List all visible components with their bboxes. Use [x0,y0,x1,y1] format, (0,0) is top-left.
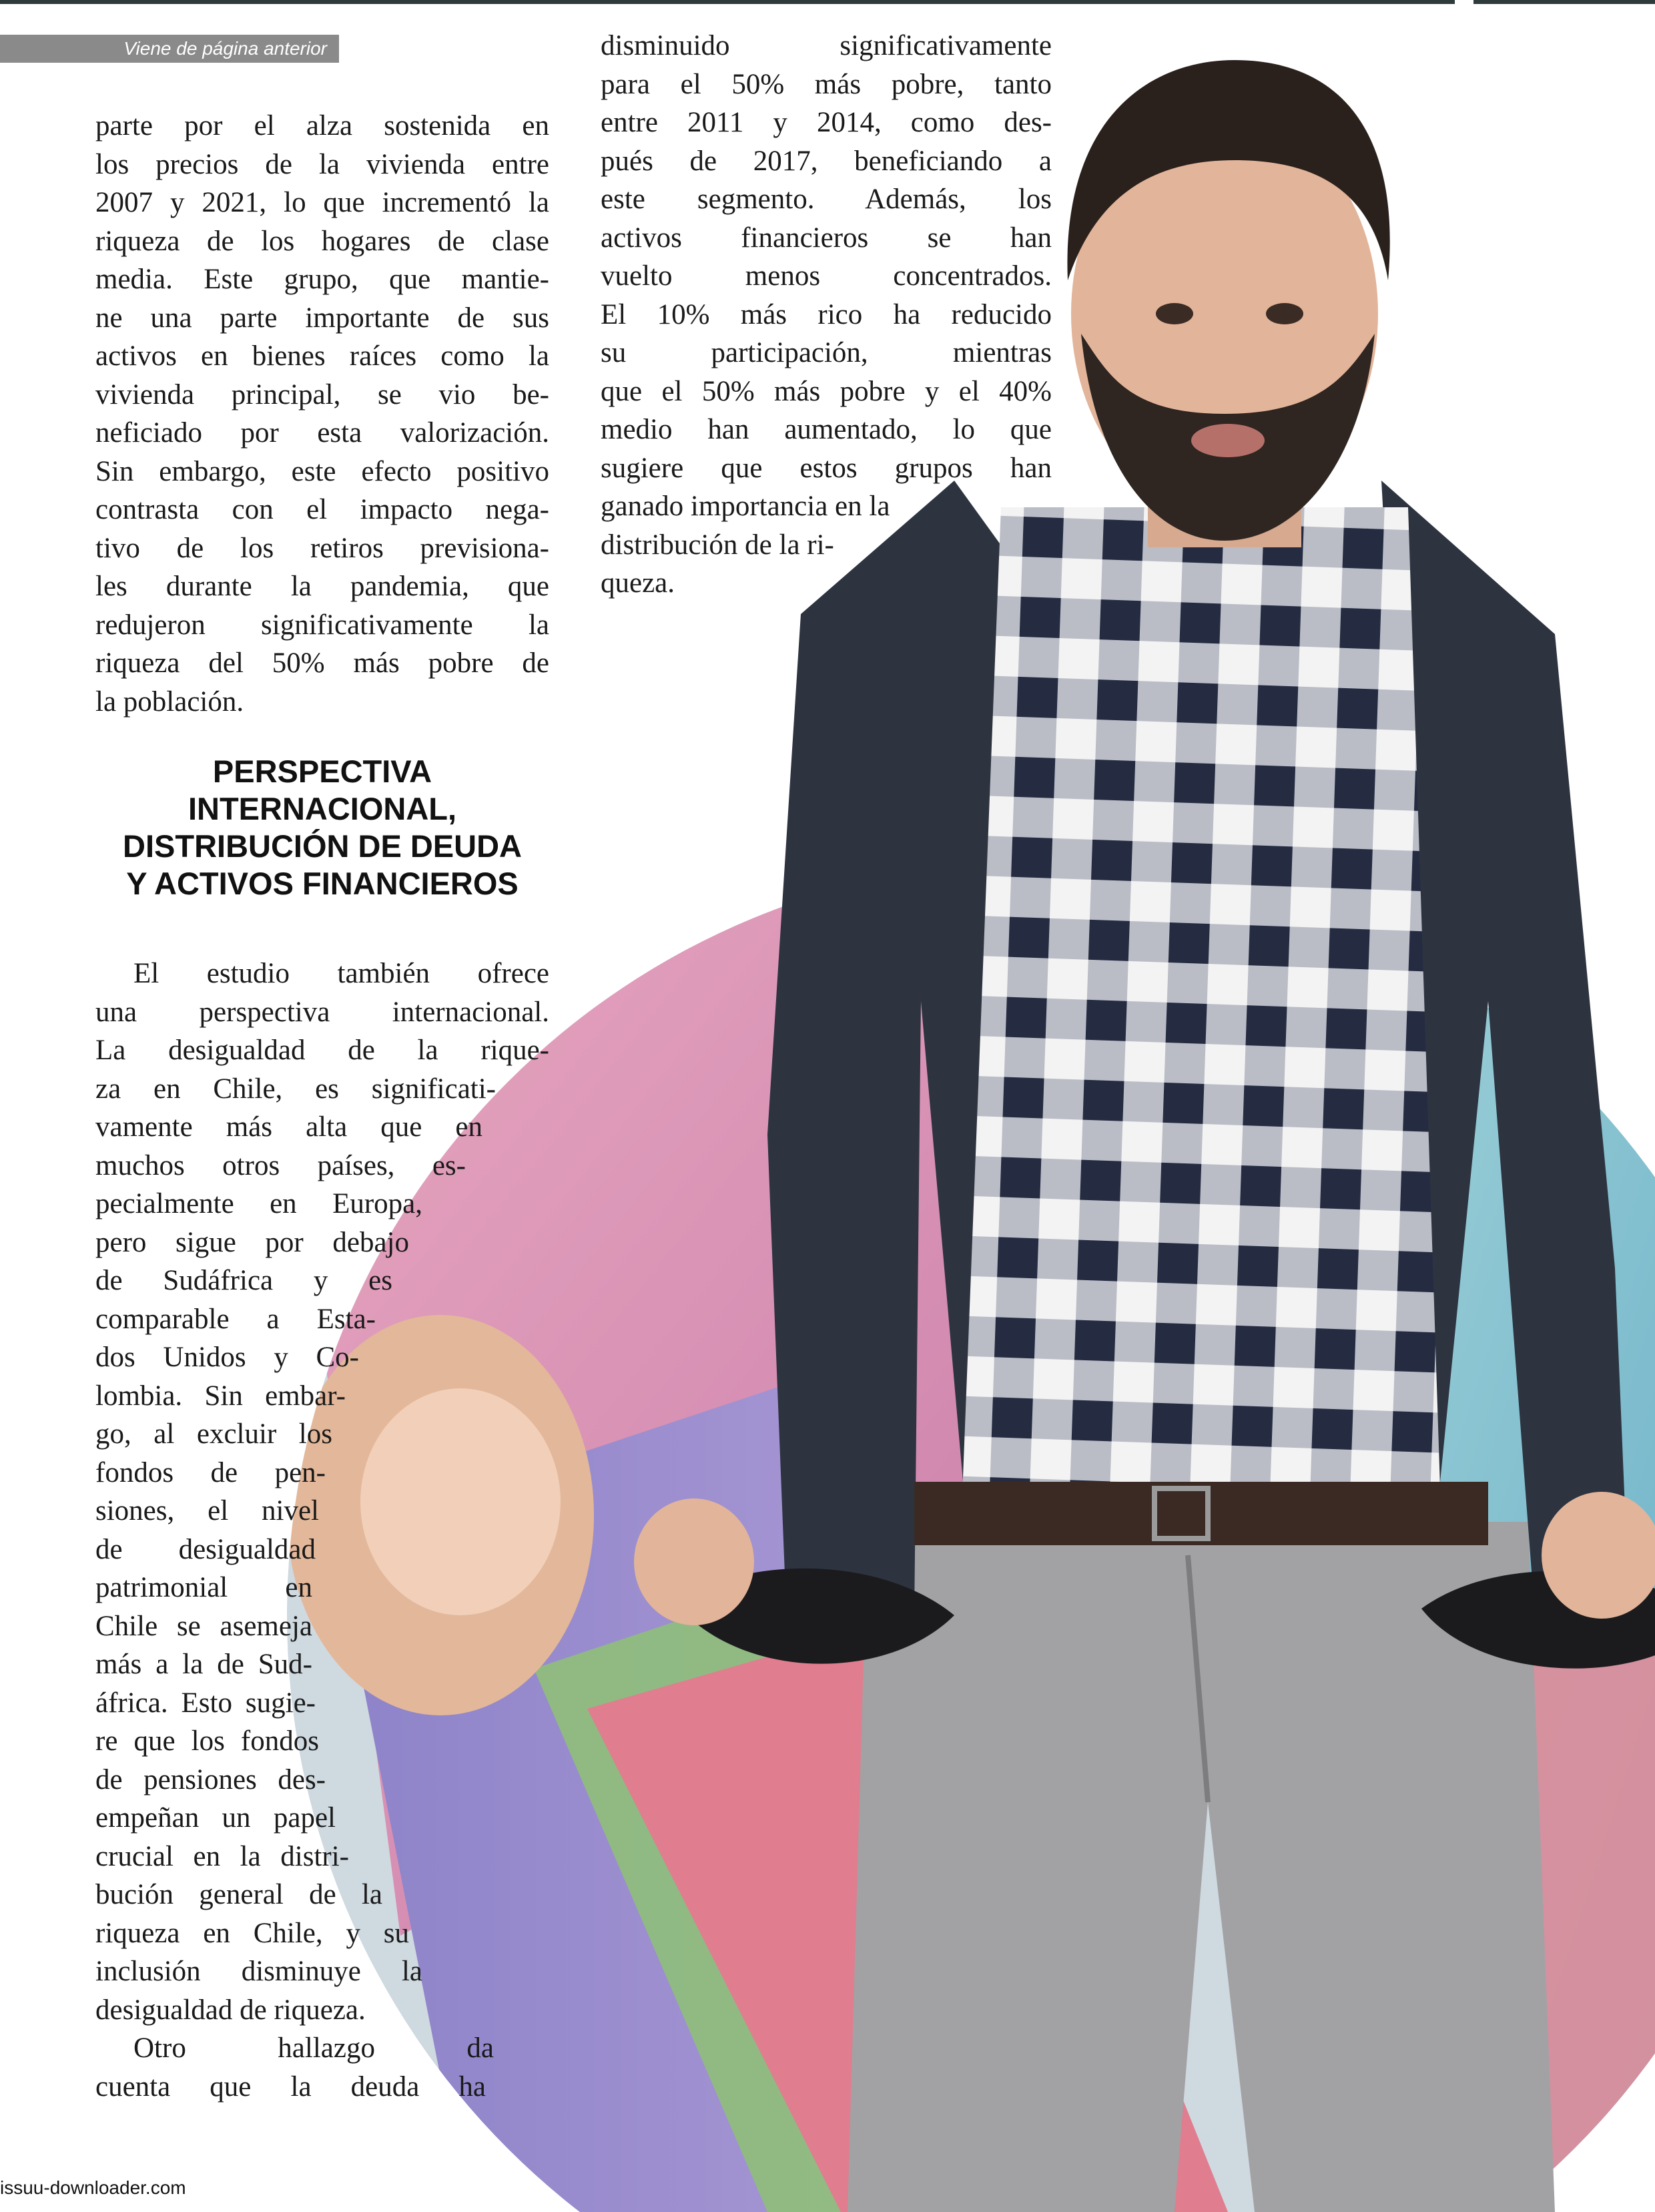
text-line: pecialmente en Europa, [95,1188,422,1219]
text-line: contrasta con el impacto nega- [95,494,549,525]
text-line: La desigualdad de la rique- [95,1035,549,1066]
text-line: tivo de los retiros previsiona- [95,532,549,564]
heading-line: Y ACTIVOS FINANCIEROS [126,866,519,901]
text-line: fondos de pen- [95,1456,326,1488]
text-line: una perspectiva internacional. [95,996,549,1028]
text-line: los precios de la vivienda entre [95,148,549,180]
text-line: Chile se asemeja [95,1610,312,1642]
text-line: la población. [95,685,244,718]
heading-line: INTERNACIONAL, [188,791,457,826]
text-line: empeñan un papel [95,1802,336,1834]
text-line: El estudio también ofrece [133,958,549,989]
text-line: siones, el nivel [95,1495,319,1527]
text-line: neficiado por esta valorización. [95,417,549,449]
text-line: que el 50% más pobre y el 40% [601,375,1052,407]
text-line: Sin embargo, este efecto positivo [95,455,549,487]
text-line: comparable a Esta- [95,1303,376,1335]
text-line: vuelto menos concentrados. [601,260,1052,292]
text-line: de Sudáfrica y es [95,1265,392,1296]
text-line: media. Este grupo, que mantie- [95,264,549,295]
text-line: patrimonial en [95,1572,312,1603]
text-line: más a la de Sud- [95,1649,312,1680]
text-line: ganado importancia en la [601,491,890,522]
text-line: su participación, mientras [601,337,1052,368]
article-column-2 [601,27,1052,603]
text-line: redujeron significativamente la [95,609,549,641]
text-line: El 10% más rico ha reducido [601,298,1052,330]
text-line: za en Chile, es significati- [95,1073,496,1105]
text-line: vamente más alta que en [95,1111,482,1143]
heading-line: PERSPECTIVA [212,754,432,789]
text-line: vivienda principal, se vio be- [95,378,549,410]
text-line: disminuido significativamente [601,30,1052,61]
text-line: riqueza de los hogares de clase [95,225,549,257]
text-line: 2007 y 2021, lo que incrementó la [95,187,549,218]
text-line: cuenta que la deuda ha [95,2070,486,2103]
text-line: medio han aumentado, lo que [601,414,1052,445]
text-line: de desigualdad [95,1533,316,1565]
text-line: áfrica. Esto sugie- [95,1687,316,1719]
text-line: go, al excluir los [95,1418,332,1450]
text-line: sugiere que estos grupos han [601,452,1052,484]
text-line: entre 2011 y 2014, como des- [601,107,1052,138]
text-line: parte por el alza sostenida en [95,110,549,142]
text-line: activos en bienes raíces como la [95,340,549,372]
section-heading [95,753,549,902]
article-column-3 [95,954,549,2106]
text-line: pués de 2017, beneficiando a [601,145,1052,177]
text-line: re que los fondos [95,1725,319,1757]
text-line: queza. [601,567,675,599]
text-line: pero sigue por debajo [95,1226,409,1258]
text-line: muchos otros países, es- [95,1149,466,1181]
text-line: crucial en la distri- [95,1840,349,1872]
text-line: bución general de la [95,1879,382,1910]
text-line: inclusión disminuye la [95,1956,422,1987]
heading-line: DISTRIBUCIÓN DE DEUDA [123,828,522,864]
text-line: Otro hallazgo da [133,2032,494,2064]
article-column-1 [95,107,549,721]
text-line: distribución de la ri- [601,529,834,561]
text-line: dos Unidos y Co- [95,1342,359,1373]
continuation-tag: Viene de página anterior [0,35,339,63]
text-line: para el 50% más pobre, tanto [601,68,1052,100]
text-line: lombia. Sin embar- [95,1380,346,1412]
text-line: riqueza del 50% más pobre de [95,647,549,679]
text-line: este segmento. Además, los [601,184,1052,215]
text-line: ne una parte importante de sus [95,302,549,334]
text-line: les durante la pandemia, que [95,571,549,602]
text-line: activos financieros se han [601,222,1052,254]
text-line: de pensiones des- [95,1763,326,1795]
text-line: desigualdad de riqueza. [95,1994,366,2026]
text-line: riqueza en Chile, y su [95,1917,409,1949]
watermark: issuu-downloader.com [0,2177,186,2198]
